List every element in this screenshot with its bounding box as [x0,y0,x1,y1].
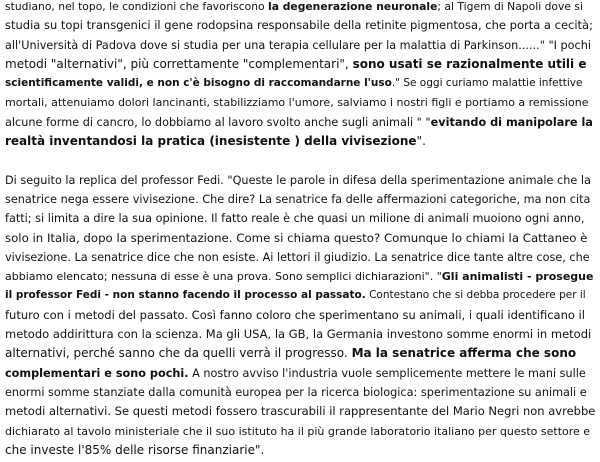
article-body [5,0,595,460]
text-run: abbiamo elencato; nessuna di esse è una prova. Sono semplici dichiarazioni". " [5,270,442,284]
text-line [5,325,595,344]
text-line [5,229,595,248]
bold-text-run: Ma la senatrice afferma che sono [351,346,577,361]
paragraph-spacer [5,151,595,170]
bold-text-run: evitando di manipolare la [430,115,593,129]
bold-text-run: complementari e sono pochi. [5,366,189,380]
text-run: A nostro avviso l'industria vuole semplicemente mettere le mani sulle [188,366,586,380]
text-line [5,402,595,421]
bold-text-run: il professor Fedi - non stanno facendo il processo al passato. [5,289,366,302]
text-line [5,132,595,151]
text-run: all'Università di Padova dove si studia per una terapia cellulare per la malattia di Parkinson......" "I pochi [5,38,591,52]
text-run: futuro con i metodi del passato. Così fanno coloro che sperimentano su animali, i quali identificano il [5,307,585,322]
text-run: alternativi, perché sanno che da quelli verrà il progresso. [5,346,352,361]
text-line [5,267,595,286]
text-line [5,364,595,383]
text-line [5,344,595,363]
text-line [5,36,595,55]
text-line [5,113,595,132]
text-line [5,171,595,190]
text-run: ; al Tigem di Napoli dove si [437,0,583,13]
text-run: enormi somme stanziate dalla comunità europea per la ricerca biologica: sperimentazione su animali e [5,385,587,399]
text-run: studia su topi transgenici il gene rodopsina responsabile della retinite pigmentosa, che porta a cecità; [5,18,593,33]
text-run: studiano, nel topo, le condizioni che favoriscono [5,0,269,13]
text-line [5,441,595,460]
text-line [5,306,595,325]
text-run: alcune forme di cancro, lo dobbiamo al lavoro svolto anche sugli animali " " [5,115,431,129]
text-run: mortali, attenuiamo dolori lancinanti, stabilizziamo l'umore, salviamo i nostri figli e portiamo a remissione [5,96,589,110]
text-line [5,0,595,16]
text-line [5,190,595,209]
text-run: Di seguito la replica del professor Fedi. "Queste le parole in difesa della sperimentazione animale che la [5,173,591,187]
bold-text-run: sono usati se razionalmente utili e [352,56,587,71]
text-run: dichiarato al tavolo ministeriale che il suo istituto ha il più grande laboratorio italiano per questo settore e [5,424,591,438]
text-run: senatrice nega essere vivisezione. Che dire? La senatrice fa delle affermazioni categoriche, ma non cita [5,192,591,206]
text-line [5,422,595,441]
text-run: metodi "alternativi", più correttamente "complementari", [5,56,353,71]
text-line [5,209,595,228]
text-line [5,93,595,112]
text-line [5,74,595,93]
text-run: solo in Italia, dopo la sperimentazione. Come si chiama questo? Comunque lo chiami la Cattaneo è [5,230,588,245]
text-run: Contestano che si debba procedere per il [365,289,586,302]
bold-text-run: scientificamente validi, e non c'è bisogno di raccomandarne l'uso [5,77,392,90]
text-run: metodi alternativi. Se questi metodi fossero trascurabili il rappresentante del Mario Negri non avrebbe [5,404,596,419]
text-run: ". [416,134,426,149]
text-line [5,16,595,35]
paragraph-cattaneo-quote [5,0,595,151]
text-line [5,383,595,402]
text-line [5,55,595,74]
text-run: metodo addirittura con la scienza. Ma gli USA, la GB, la Germania investono somme enormi in metodi [5,327,592,342]
bold-text-run: realtà inventandosi la pratica (inesistente ) della vivisezione [5,134,417,149]
text-line [5,248,595,267]
text-run: che investe l'85% delle risorse finanziarie". [5,442,265,457]
text-run: vivisezione. La senatrice dice che non esiste. Ai lettori il giudizio. La senatrice dice tante altre cose, che [5,250,590,264]
text-run: fatti; si limita a dire la sua opinione. Il fatto reale è che quasi un milione di animali muoiono ogni anno, [5,212,585,226]
paragraph-fedi-reply [5,171,595,460]
bold-text-run: la degenerazione neuronale [268,0,438,13]
bold-text-run: Gli animalisti - prosegue [441,270,594,284]
text-line [5,286,595,305]
text-run: ." Se oggi curiamo malattie infettive [391,77,583,90]
